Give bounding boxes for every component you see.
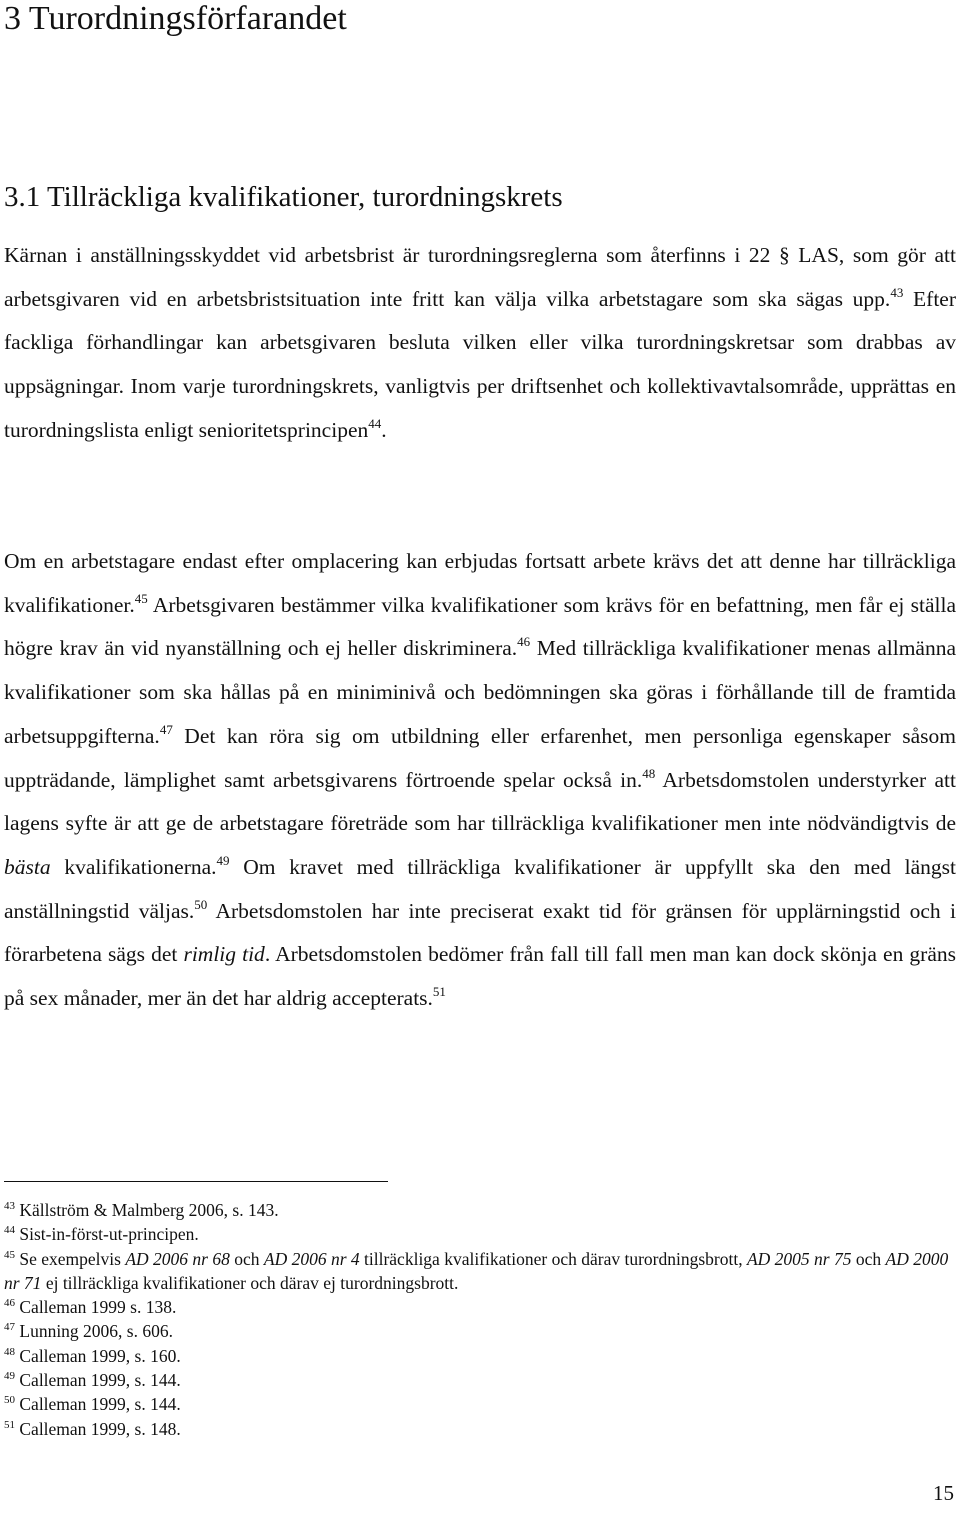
footnote-number: 46: [4, 1297, 15, 1310]
footnote-number: 48: [4, 1345, 15, 1358]
footnote-44: [4, 1222, 956, 1246]
footnote-text: Calleman 1999, s. 160.: [15, 1345, 181, 1366]
chapter-title: 3 Turordningsförfarandet: [4, 0, 347, 37]
paragraph-text: Med tillräckliga kvalifikationer menas allmänna kvalifikationer som ska hållas på en miniminivå och bedömningen ska göras i förhållande till de framtida arbetsuppgifterna.: [4, 636, 957, 748]
footnote-51: [4, 1417, 956, 1441]
footnote-45: [4, 1247, 956, 1296]
footnote-48: [4, 1344, 956, 1368]
emphasis-text: bästa: [4, 854, 51, 879]
footnote-divider: [4, 1181, 388, 1182]
footnote-ref-49[interactable]: 49: [216, 852, 230, 868]
paragraph-text: kvalifikationerna.: [50, 854, 217, 879]
footnote-text: tillräckliga kvalifikationer och därav turordningsbrott,: [359, 1248, 747, 1269]
footnote-text: Calleman 1999, s. 144.: [15, 1394, 181, 1415]
footnote-text: Se exempelvis: [15, 1248, 126, 1269]
emphasis-text: rimlig tid: [183, 942, 265, 967]
paragraph-text: Efter fackliga förhandlingar kan arbetsgivaren besluta vilken eller vilka turordningskretsar som drabbas av uppsägningar. Inom varje turordningskrets, vanligtvis per driftsenhet och kollektivavtalsområde, upprättas en turordningslista enligt senioritetsprincipen: [4, 286, 956, 442]
footnote-ref-51[interactable]: 51: [432, 984, 446, 1000]
footnote-ref-48[interactable]: 48: [642, 765, 656, 781]
case-reference: AD 2000 nr 71: [4, 1248, 949, 1293]
section-title: 3.1 Tillräckliga kvalifikationer, turordningskrets: [4, 181, 563, 213]
footnote-ref-47[interactable]: 47: [159, 721, 173, 737]
footnote-text: Calleman 1999 s. 138.: [15, 1297, 177, 1318]
footnote-50: [4, 1392, 956, 1416]
footnote-ref-50[interactable]: 50: [194, 896, 208, 912]
body-paragraph-1: [4, 234, 956, 453]
footnote-number: 43: [4, 1200, 15, 1212]
case-reference: AD 2005 nr 75: [746, 1248, 852, 1269]
paragraph-text: Om en arbetstagare endast efter omplacering kan erbjudas fortsatt arbete krävs det att denne har tillräckliga kvalifikationer.: [4, 549, 956, 617]
footnotes-list: [4, 1198, 956, 1441]
footnote-text: och: [229, 1248, 264, 1269]
case-reference: AD 2006 nr 68: [125, 1248, 230, 1269]
page-number: 15: [933, 1481, 954, 1505]
footnote-46: [4, 1295, 956, 1319]
footnote-number: 50: [4, 1394, 15, 1407]
paragraph-text: . Arbetsdomstolen bedömer från fall till fall men man kan dock skönja en gräns på sex månader, mer än det har aldrig accepterats.: [4, 942, 956, 1011]
footnote-number: 45: [4, 1248, 15, 1261]
footnote-text: ej tillräckliga kvalifikationer och därav ej turordningsbrott.: [41, 1272, 459, 1293]
footnote-ref-43[interactable]: 43: [890, 284, 904, 300]
paragraph-text: Arbetsgivaren bestämmer vilka kvalifikationer som krävs för en befattning, men får ej ställa högre krav än vid nyanställning och ej heller diskriminera.: [4, 592, 956, 661]
paragraph-text: Arbetsdomstolen understyrker att lagens syfte är att ge de arbetstagare företräde som har tillräckliga kvalifikationer men inte nödvändigtvis de: [4, 767, 956, 836]
footnote-ref-45[interactable]: 45: [134, 590, 148, 606]
footnote-number: 47: [4, 1321, 15, 1334]
paragraph-text: Om kravet med tillräckliga kvalifikationer är uppfyllt ska den med längst anställningstid väljas.: [4, 854, 956, 923]
footnote-text: och: [851, 1248, 886, 1269]
paragraph-text: Det kan röra sig om utbildning eller erfarenhet, men personliga egenskaper såsom uppträdande, lämplighet samt arbetsgivarens förtroende spelar också in.: [4, 723, 956, 792]
body-paragraph-2: [4, 540, 956, 1021]
footnote-ref-46[interactable]: 46: [517, 634, 531, 650]
footnote-49: [4, 1368, 956, 1392]
footnote-number: 51: [4, 1418, 15, 1431]
paragraph-text: Kärnan i anställningsskyddet vid arbetsbrist är turordningsreglerna som återfinns i 22 § LAS, som gör att arbetsgivaren vid en arbetsbristsituation inte fritt kan välja vilka arbetstagare som ska sägas upp.: [4, 243, 956, 311]
paragraph-text: Arbetsdomstolen har inte preciserat exakt tid för gränsen för upplärningstid och i förarbetena sägs det: [4, 898, 956, 967]
footnote-number: 44: [4, 1224, 15, 1237]
footnote-text: Lunning 2006, s. 606.: [15, 1321, 173, 1342]
paragraph-text: .: [381, 417, 387, 442]
footnote-number: 49: [4, 1370, 15, 1383]
footnote-text: Sist-in-först-ut-principen.: [15, 1224, 199, 1245]
footnote-47: [4, 1319, 956, 1343]
footnote-text: Källström & Malmberg 2006, s. 143.: [15, 1200, 279, 1220]
footnote-43: [4, 1198, 956, 1222]
footnote-ref-44[interactable]: 44: [368, 415, 382, 431]
case-reference: AD 2006 nr 4: [263, 1248, 360, 1269]
footnote-text: Calleman 1999, s. 144.: [15, 1370, 181, 1391]
footnote-text: Calleman 1999, s. 148.: [15, 1418, 181, 1439]
